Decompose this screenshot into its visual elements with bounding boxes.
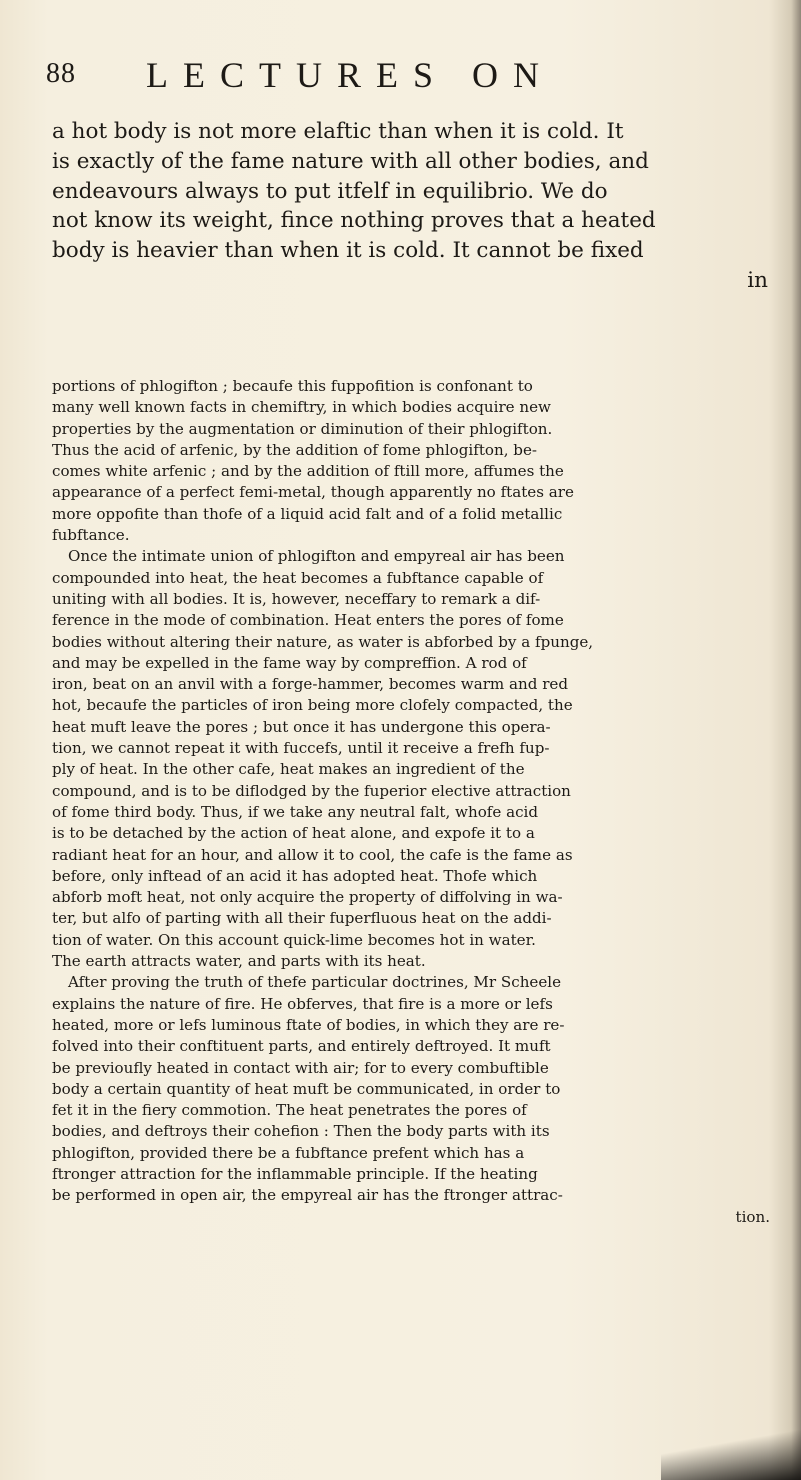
text-line: comes white arfenic ; and by the addition of ftill more, affumes the <box>52 462 564 481</box>
text-line: folved into their conftituent parts, and entirely deftroyed. It muft <box>52 1037 551 1056</box>
text-line: compounded into heat, the heat becomes a fubftance capable of <box>52 568 544 587</box>
running-title: LECTURES ON <box>146 55 554 95</box>
text-line: tion of water. On this account quick-lime becomes hot in water. <box>52 930 536 949</box>
catchword: tion. <box>735 1207 770 1226</box>
text-line: compound, and is to be diflodged by the fuperior elective attraction <box>52 781 571 800</box>
text-line: properties by the augmentation or diminution of their phlogifton. <box>52 419 553 438</box>
text-line: phlogifton, provided there be a fubftance prefent which has a <box>52 1143 525 1162</box>
text-line: before, only inftead of an acid it has adopted heat. Thofe which <box>52 866 538 885</box>
text-line: fet it in the fiery commotion. The heat penetrates the pores of <box>52 1101 527 1120</box>
text-line: explains the nature of fire. He obferves, that fire is a more or lefs <box>52 994 553 1013</box>
text-line: not know its weight, fince nothing proves that a heated <box>52 208 656 234</box>
text-line: tion, we cannot repeat it with fuccefs, until it receive a frefh fup- <box>52 739 550 758</box>
page-corner-shadow <box>661 1420 801 1480</box>
text-line: ference in the mode of combination. Heat enters the pores of fome <box>52 611 564 630</box>
text-line: body is heavier than when it is cold. It cannot be fixed <box>52 238 644 264</box>
text-line: Thus the acid of arfenic, by the addition of fome phlogifton, be- <box>52 440 537 459</box>
small-type-text <box>52 376 774 1228</box>
text-line: be previoufly heated in contact with air; for to every combuftible <box>52 1058 549 1077</box>
text-line: of fome third body. Thus, if we take any neutral falt, whofe acid <box>52 802 539 821</box>
text-line: is exactly of the fame nature with all other bodies, and <box>52 148 649 174</box>
running-head <box>46 54 766 98</box>
text-line: fubftance. <box>52 526 130 545</box>
text-line: ftronger attraction for the inflammable principle. If the heating <box>52 1164 538 1183</box>
text-line: ply of heat. In the other cafe, heat makes an ingredient of the <box>52 760 525 779</box>
text-line: a hot body is not more elaftic than when it is cold. It <box>52 119 624 144</box>
text-line: bodies without altering their nature, as water is abforbed by a fpunge, <box>52 632 594 651</box>
text-line: ter, but alfo of parting with all their fuperfluous heat on the addi- <box>52 909 552 928</box>
text-line: portions of phlogifton ; becaufe this fuppofition is confonant to <box>52 377 533 395</box>
text-line: iron, beat on an anvil with a forge-hammer, becomes warm and red <box>52 675 569 694</box>
text-line: radiant heat for an hour, and allow it to cool, the cafe is the fame as <box>52 845 573 864</box>
paragraph-start-line: Once the intimate union of phlogifton and empyreal air has been <box>68 547 565 566</box>
catchword: in <box>747 267 768 293</box>
text-line: more oppofite than thofe of a liquid acid falt and of a folid metallic <box>52 504 563 523</box>
text-line: appearance of a perfect femi-metal, though apparently no ftates are <box>52 483 574 502</box>
text-line: The earth attracts water, and parts with its heat. <box>52 952 426 971</box>
text-line: many well known facts in chemiftry, in which bodies acquire new <box>52 398 551 417</box>
text-line: is to be detached by the action of heat alone, and expofe it to a <box>52 824 535 843</box>
text-line: body a certain quantity of heat muft be communicated, in order to <box>52 1079 561 1098</box>
page-number: 88 <box>46 58 76 89</box>
text-line: uniting with all bodies. It is, however, neceffary to remark a dif- <box>52 589 541 608</box>
text-line: and may be expelled in the fame way by compreffion. A rod of <box>52 653 527 672</box>
page-right-edge-shadow <box>791 0 801 1480</box>
text-line: bodies, and deftroys their cohefion : Then the body parts with its <box>52 1122 550 1141</box>
text-line: be performed in open air, the empyreal air has the ftronger attrac- <box>52 1186 563 1205</box>
text-line: abforb moft heat, not only acquire the property of diffolving in wa- <box>52 888 563 907</box>
text-line: heated, more or lefs luminous ftate of bodies, in which they are re- <box>52 1015 565 1034</box>
text-line: hot, becaufe the particles of iron being more clofely compacted, the <box>52 696 573 715</box>
text-line: endeavours always to put itfelf in equilibrio. We do <box>52 178 608 204</box>
paragraph-start-line: After proving the truth of thefe particular doctrines, Mr Scheele <box>68 973 562 992</box>
large-type-paragraph <box>52 117 774 296</box>
text-line: heat muft leave the pores ; but once it has undergone this opera- <box>52 717 551 736</box>
